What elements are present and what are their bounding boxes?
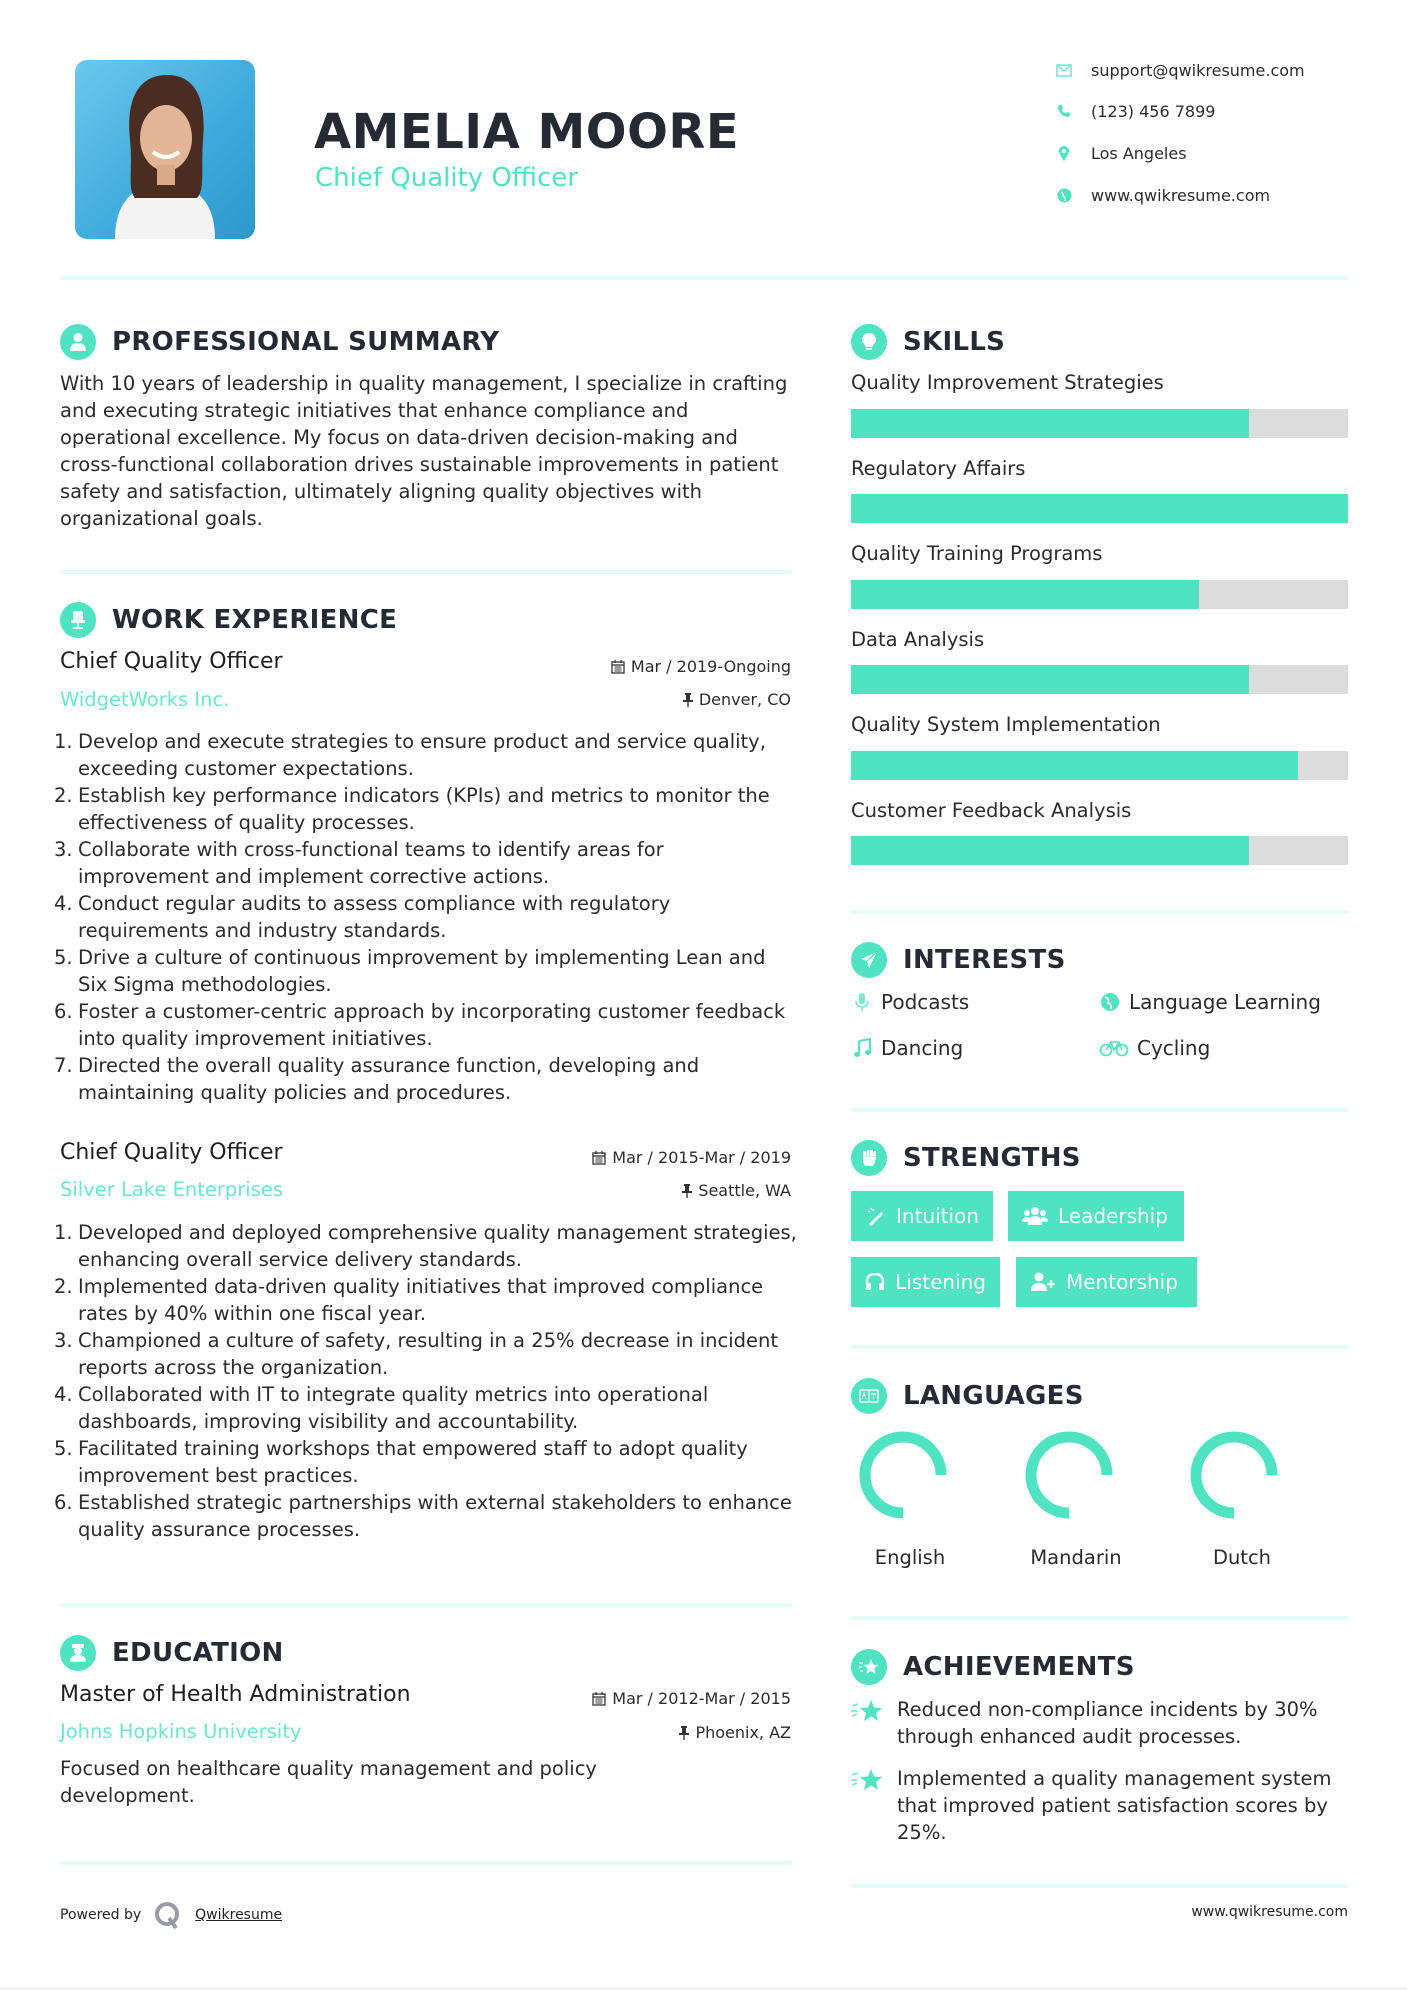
job-2-location-text: Seattle, WA <box>698 1181 791 1200</box>
skill-bar <box>851 580 1348 609</box>
office-chair-icon <box>60 602 96 638</box>
job-1-company: WidgetWorks Inc. <box>60 688 230 711</box>
interests-heading <box>851 940 1066 980</box>
achievement-text: Implemented a quality management system that improved patient satisfaction scores by 25%. <box>897 1767 1332 1844</box>
language-progress-ring <box>1024 1430 1114 1520</box>
globe-icon <box>1099 991 1121 1013</box>
strength-label: Intuition <box>896 1204 979 1228</box>
job-2-company: Silver Lake Enterprises <box>60 1178 284 1201</box>
bicycle-icon <box>1099 1037 1129 1059</box>
qwikresume-link[interactable]: Qwikresume <box>195 1907 283 1923</box>
languages-divider <box>851 1616 1348 1620</box>
job-1-dates-text: Mar / 2019-Ongoing <box>630 657 791 676</box>
job-2-bullet: 3. Championed a culture of safety, resulting in a 25% decrease in incident reports across the organization. <box>54 1329 779 1379</box>
languages-heading <box>851 1376 1084 1416</box>
job-2-location <box>682 1181 791 1200</box>
language-label: Mandarin <box>1030 1546 1122 1569</box>
strength-label: Leadership <box>1058 1204 1168 1228</box>
skill-bar-fill <box>851 494 1348 523</box>
job-2-bullets <box>54 1219 800 1543</box>
achievement-item <box>851 1765 1351 1846</box>
education-dates <box>592 1689 791 1708</box>
summary-text: With 10 years of leadership in quality management, I specialize in crafting and executing strategic initiatives that enhance compliance and operational excellence. My focus on data-driven decision-making and cross-functional collaboration drives sustainable improvements in patient safety and satisfaction, ultimately aligning quality objectives with organizational goals. <box>60 372 788 530</box>
pushpin-icon <box>682 1184 692 1198</box>
user-icon <box>60 324 96 360</box>
education-location-text: Phoenix, AZ <box>695 1723 791 1742</box>
job-1-title: Chief Quality Officer <box>60 649 283 674</box>
powered-by-label: Powered by <box>60 1907 142 1923</box>
contact-email[interactable] <box>1056 58 1305 82</box>
strength-label: Listening <box>895 1270 986 1294</box>
language-ring <box>1009 1430 1129 1520</box>
job-1-dates <box>611 657 791 676</box>
phone-icon <box>1056 103 1072 119</box>
job-1-bullet: 3. Collaborate with cross-functional teams to identify areas for improvement and implement corrective actions. <box>54 838 664 888</box>
job-1-location <box>683 690 791 709</box>
skills-title: SKILLS <box>903 327 1006 357</box>
language-progress-ring <box>1189 1430 1279 1520</box>
calendar-icon <box>611 660 625 674</box>
headphones-icon <box>865 1271 885 1293</box>
contact-phone-text: (123) 456 7899 <box>1091 101 1216 121</box>
footer-powered-by <box>60 1900 282 1930</box>
music-note-icon <box>851 1037 873 1059</box>
skill-label: Quality System Implementation <box>851 713 1161 736</box>
qwikresume-logo-icon <box>153 1900 183 1930</box>
skill-label: Quality Training Programs <box>851 542 1103 565</box>
pushpin-icon <box>683 693 693 707</box>
experience-divider <box>60 1603 792 1607</box>
summary-heading <box>60 322 499 362</box>
contact-website-text: www.qwikresume.com <box>1091 185 1271 205</box>
education-location <box>679 1723 791 1742</box>
contact-phone[interactable] <box>1056 99 1215 123</box>
skill-bar-fill <box>851 665 1249 694</box>
candidate-title: Chief Quality Officer <box>315 163 579 193</box>
microphone-icon <box>851 991 873 1013</box>
calendar-icon <box>592 1151 606 1165</box>
education-school: Johns Hopkins University <box>60 1720 302 1743</box>
job-2-bullet: 5. Facilitated training workshops that empowered staff to adopt quality improvement best practices. <box>54 1437 748 1487</box>
strengths-heading <box>851 1138 1081 1178</box>
footer-website[interactable]: www.qwikresume.com <box>1191 1904 1348 1920</box>
skill-bar <box>851 494 1348 523</box>
skill-bar <box>851 751 1348 780</box>
job-1-bullet: 1. Develop and execute strategies to ensure product and service quality, exceeding customer expectations. <box>54 730 766 780</box>
achievements-heading <box>851 1647 1135 1687</box>
header-divider <box>60 276 1348 280</box>
language-ring <box>843 1430 963 1520</box>
summary-divider <box>60 570 792 574</box>
interest-item <box>851 990 969 1014</box>
skill-label: Data Analysis <box>851 628 985 651</box>
experience-title: WORK EXPERIENCE <box>112 605 398 635</box>
magic-wand-icon <box>865 1205 886 1227</box>
skill-bar-fill <box>851 751 1298 780</box>
envelope-icon <box>1056 62 1072 78</box>
skill-bar <box>851 836 1348 865</box>
strength-chip <box>1008 1191 1184 1241</box>
user-plus-icon <box>1030 1271 1056 1293</box>
map-pin-icon <box>1056 145 1072 161</box>
summary-title: PROFESSIONAL SUMMARY <box>112 327 500 357</box>
education-dates-text: Mar / 2012-Mar / 2015 <box>612 1689 791 1708</box>
job-1-location-text: Denver, CO <box>698 690 791 709</box>
language-label: Dutch <box>1212 1546 1272 1569</box>
strength-chip <box>1016 1257 1197 1307</box>
achievement-item <box>851 1696 1351 1750</box>
profile-photo <box>75 60 255 239</box>
strength-label: Mentorship <box>1066 1270 1178 1294</box>
achievements-title: ACHIEVEMENTS <box>903 1652 1135 1682</box>
interest-item <box>851 1036 963 1060</box>
interest-item <box>1099 990 1321 1014</box>
skills-heading <box>851 322 1005 362</box>
education-divider <box>60 1861 792 1865</box>
job-2-bullet: 4. Collaborated with IT to integrate quality metrics into operational dashboards, improving visibility and accountability. <box>54 1383 709 1433</box>
person-photo-illustration <box>75 60 255 239</box>
language-progress-ring <box>858 1430 948 1520</box>
job-2-dates <box>592 1148 791 1167</box>
experience-heading <box>60 600 397 640</box>
star-badge-icon <box>851 1649 887 1685</box>
education-description: Focused on healthcare quality management and policy development. <box>60 1757 597 1807</box>
job-2-bullet: 1. Developed and deployed comprehensive quality management strategies, enhancing overall service delivery standards. <box>54 1221 797 1271</box>
paper-plane-icon <box>851 942 887 978</box>
strength-chip <box>851 1257 1000 1307</box>
job-1-bullet: 2. Establish key performance indicators (KPIs) and metrics to monitor the effectiveness of quality processes. <box>54 784 770 834</box>
education-heading <box>60 1633 284 1673</box>
interests-divider <box>851 1108 1348 1112</box>
job-1-bullets <box>54 728 800 1106</box>
skill-bar-fill <box>851 409 1249 438</box>
users-icon <box>1022 1205 1048 1227</box>
interest-label: Language Learning <box>1129 990 1321 1014</box>
strengths-title: STRENGTHS <box>903 1143 1081 1173</box>
job-1-bullet: 7. Directed the overall quality assurance function, developing and maintaining quality policies and procedures. <box>54 1054 700 1104</box>
job-1-bullet: 6. Foster a customer-centric approach by incorporating customer feedback into quality improvement initiatives. <box>54 1000 786 1050</box>
job-2-bullet: 2. Implemented data-driven quality initiatives that improved compliance rates by 40% within one fiscal year. <box>54 1275 764 1325</box>
job-2-dates-text: Mar / 2015-Mar / 2019 <box>612 1148 791 1167</box>
star-icon <box>851 1765 885 1846</box>
skill-label: Quality Improvement Strategies <box>851 371 1164 394</box>
interest-label: Dancing <box>881 1036 964 1060</box>
candidate-name: AMELIA MOORE <box>314 104 740 160</box>
languages-title: LANGUAGES <box>903 1381 1084 1411</box>
contact-website[interactable] <box>1056 183 1270 207</box>
interest-label: Cycling <box>1137 1036 1211 1060</box>
calendar-icon <box>592 1692 606 1706</box>
contact-location <box>1056 141 1187 165</box>
job-2-title: Chief Quality Officer <box>60 1140 283 1165</box>
skill-bar-fill <box>851 580 1199 609</box>
interest-item <box>1099 1036 1210 1060</box>
skills-divider <box>851 910 1348 914</box>
job-1-bullet: 5. Drive a culture of continuous improvement by implementing Lean and Six Sigma methodologies. <box>54 946 766 996</box>
contact-email-text: support@qwikresume.com <box>1091 60 1305 80</box>
education-degree: Master of Health Administration <box>60 1682 411 1707</box>
pushpin-icon <box>679 1726 689 1740</box>
strength-chip <box>851 1191 993 1241</box>
skill-bar <box>851 409 1348 438</box>
language-label: English <box>874 1546 946 1569</box>
interest-label: Podcasts <box>881 990 970 1014</box>
strengths-divider <box>851 1345 1348 1349</box>
job-1-bullet: 4. Conduct regular audits to assess compliance with regulatory requirements and industry standards. <box>54 892 671 942</box>
interests-title: INTERESTS <box>903 945 1066 975</box>
contact-location-text: Los Angeles <box>1091 143 1187 163</box>
job-2-bullet: 6. Established strategic partnerships with external stakeholders to enhance quality assurance processes. <box>54 1491 792 1541</box>
fist-icon <box>851 1140 887 1176</box>
language-ring <box>1174 1430 1294 1520</box>
skill-label: Regulatory Affairs <box>851 457 1026 480</box>
star-icon <box>851 1696 885 1750</box>
lightbulb-icon <box>851 324 887 360</box>
skill-bar <box>851 665 1348 694</box>
achievements-divider <box>851 1884 1348 1888</box>
globe-icon <box>1056 187 1072 203</box>
graduate-icon <box>60 1635 96 1671</box>
education-title: EDUCATION <box>112 1638 284 1668</box>
language-icon <box>851 1378 887 1414</box>
skill-bar-fill <box>851 836 1249 865</box>
skill-label: Customer Feedback Analysis <box>851 799 1132 822</box>
achievement-text: Reduced non-compliance incidents by 30% through enhanced audit processes. <box>897 1698 1318 1748</box>
